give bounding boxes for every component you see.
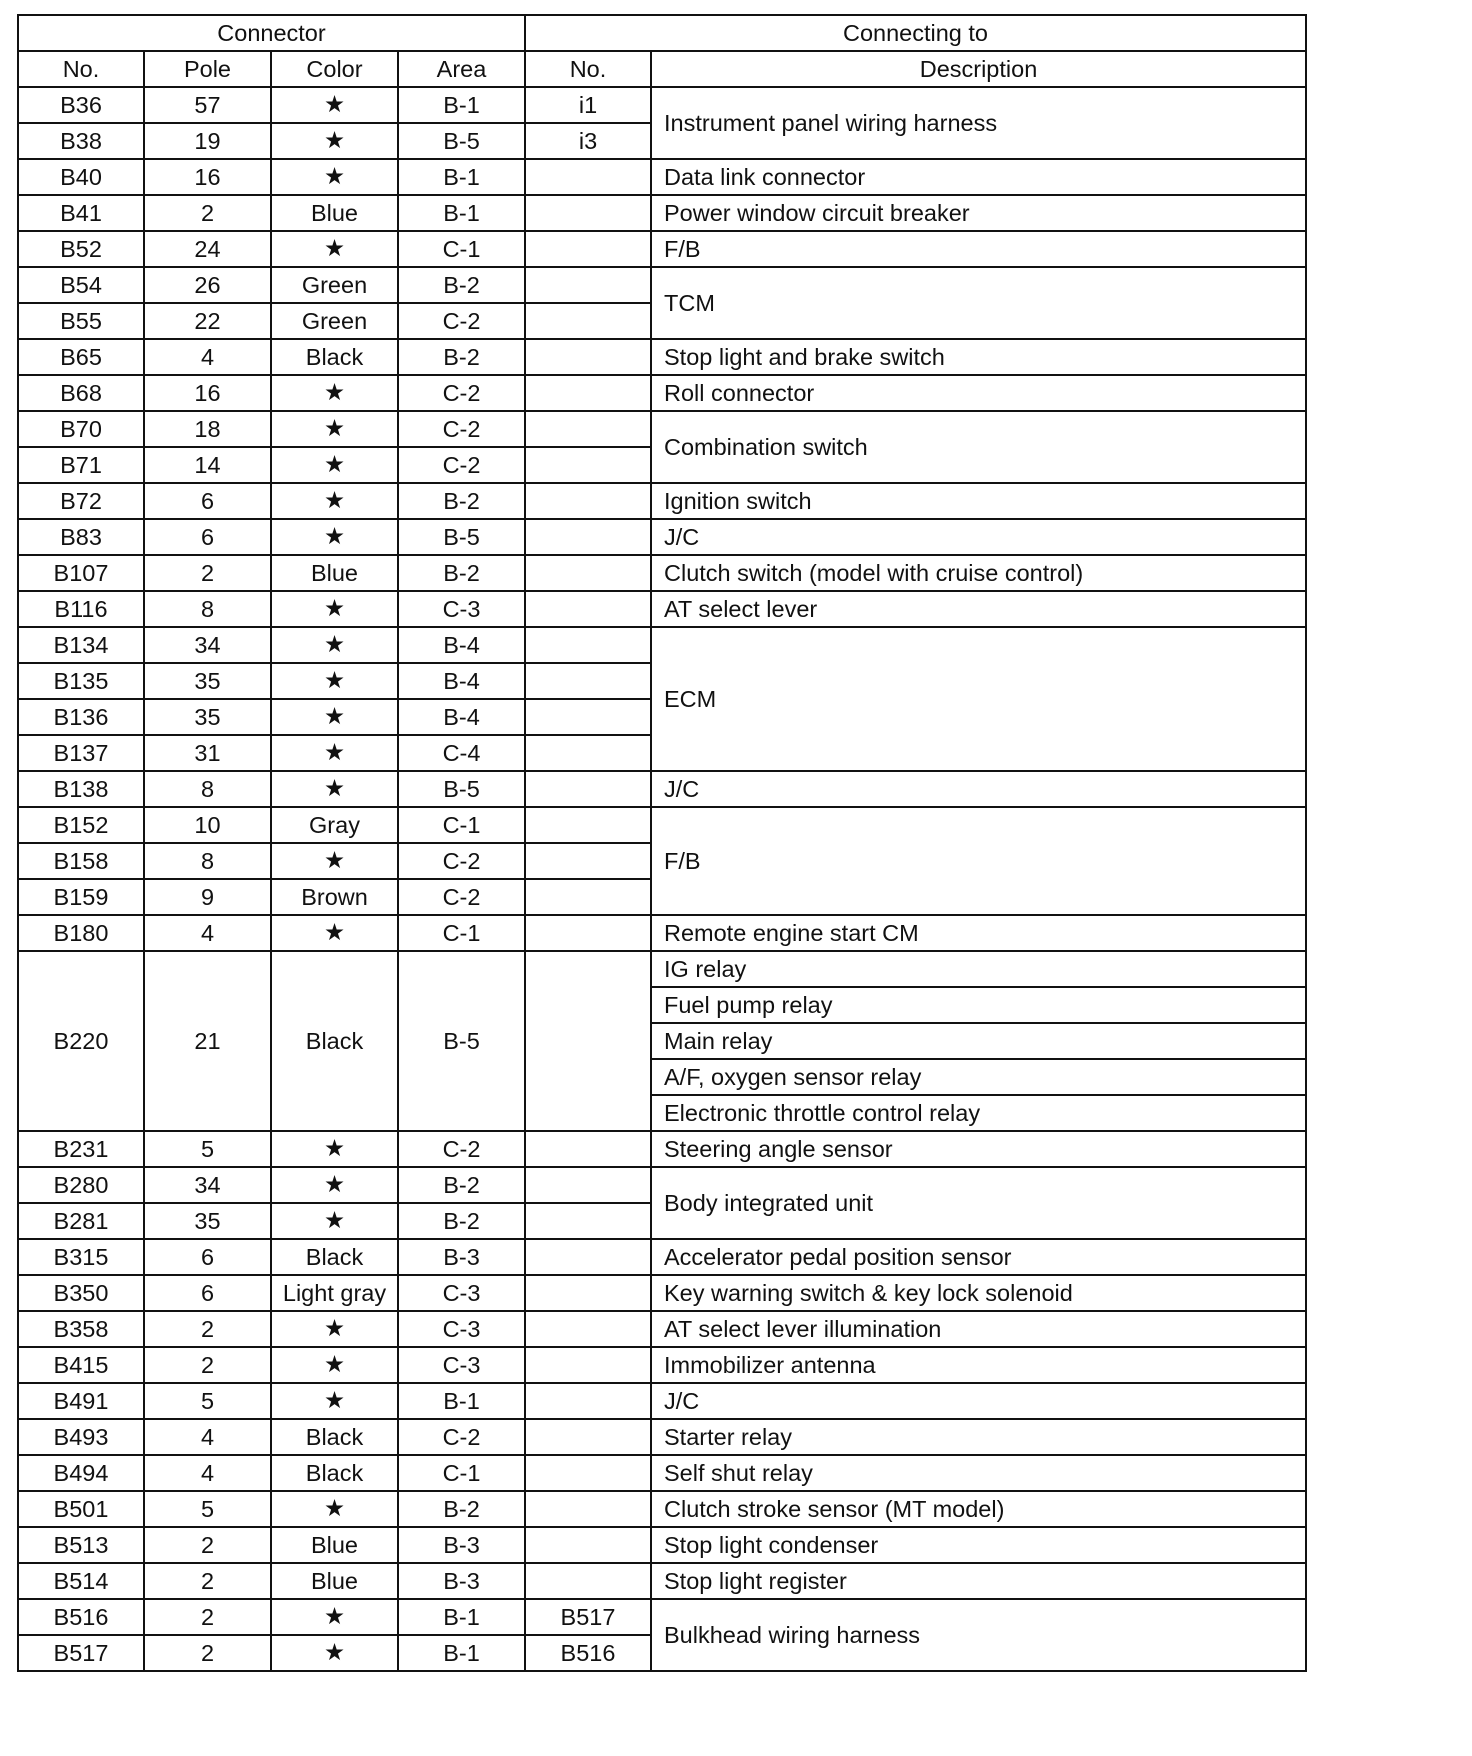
pole-cell: 8	[144, 771, 271, 807]
area-cell: B-4	[398, 699, 525, 735]
description-cell: Fuel pump relay	[651, 987, 1306, 1023]
connecting-no-cell	[525, 735, 651, 771]
color-cell: ★	[271, 735, 398, 771]
connector-no-cell: B136	[18, 699, 144, 735]
connecting-no-cell	[525, 1527, 651, 1563]
area-cell: C-2	[398, 879, 525, 915]
connecting-no-cell	[525, 447, 651, 483]
connector-no-cell: B415	[18, 1347, 144, 1383]
pole-cell: 19	[144, 123, 271, 159]
area-cell: C-2	[398, 1131, 525, 1167]
description-cell: Data link connector	[651, 159, 1306, 195]
pole-cell: 6	[144, 519, 271, 555]
area-cell: B-5	[398, 771, 525, 807]
table-row	[18, 1491, 1306, 1527]
table-row	[18, 483, 1306, 519]
color-cell: ★	[271, 1131, 398, 1167]
pole-cell: 4	[144, 1419, 271, 1455]
table-row	[18, 339, 1306, 375]
connector-no-cell: B516	[18, 1599, 144, 1635]
connecting-no-cell	[525, 1239, 651, 1275]
pole-cell: 10	[144, 807, 271, 843]
color-cell: ★	[271, 591, 398, 627]
pole-cell: 57	[144, 87, 271, 123]
area-cell: C-3	[398, 1275, 525, 1311]
color-cell: ★	[271, 627, 398, 663]
connector-no-cell: B70	[18, 411, 144, 447]
connector-no-cell: B152	[18, 807, 144, 843]
description-cell: Accelerator pedal position sensor	[651, 1239, 1306, 1275]
color-cell: Blue	[271, 195, 398, 231]
group-header-row	[18, 15, 1306, 51]
description-cell: Bulkhead wiring harness	[651, 1599, 1306, 1671]
color-cell: ★	[271, 915, 398, 951]
description-cell: ECM	[651, 627, 1306, 771]
area-cell: C-2	[398, 411, 525, 447]
pole-cell: 2	[144, 1347, 271, 1383]
connector-no-cell: B52	[18, 231, 144, 267]
area-cell: C-1	[398, 1455, 525, 1491]
pole-cell: 2	[144, 195, 271, 231]
table-row	[18, 1275, 1306, 1311]
table-row	[18, 951, 1306, 987]
area-cell: C-3	[398, 1347, 525, 1383]
color-cell: ★	[271, 87, 398, 123]
connecting-no-cell	[525, 591, 651, 627]
connector-no-cell: B493	[18, 1419, 144, 1455]
header-no: No.	[18, 51, 144, 87]
pole-cell: 26	[144, 267, 271, 303]
connector-no-cell: B517	[18, 1635, 144, 1671]
description-cell: Remote engine start CM	[651, 915, 1306, 951]
pole-cell: 2	[144, 1311, 271, 1347]
connector-no-cell: B315	[18, 1239, 144, 1275]
connector-no-cell: B65	[18, 339, 144, 375]
table-row	[18, 1527, 1306, 1563]
pole-cell: 31	[144, 735, 271, 771]
area-cell: B-5	[398, 951, 525, 1131]
connector-no-cell: B514	[18, 1563, 144, 1599]
color-cell: Blue	[271, 1527, 398, 1563]
table-row	[18, 1347, 1306, 1383]
connecting-no-cell	[525, 1203, 651, 1239]
description-cell: Electronic throttle control relay	[651, 1095, 1306, 1131]
connecting-no-cell	[525, 1383, 651, 1419]
color-cell: ★	[271, 699, 398, 735]
area-cell: B-5	[398, 123, 525, 159]
connecting-no-cell: i3	[525, 123, 651, 159]
connecting-no-cell	[525, 1275, 651, 1311]
connector-no-cell: B159	[18, 879, 144, 915]
table-row	[18, 591, 1306, 627]
connecting-no-cell	[525, 1455, 651, 1491]
pole-cell: 22	[144, 303, 271, 339]
description-cell: Ignition switch	[651, 483, 1306, 519]
color-cell: ★	[271, 1311, 398, 1347]
pole-cell: 21	[144, 951, 271, 1131]
color-cell: Black	[271, 1239, 398, 1275]
connector-no-cell: B38	[18, 123, 144, 159]
color-cell: Black	[271, 339, 398, 375]
color-cell: Light gray	[271, 1275, 398, 1311]
connector-no-cell: B280	[18, 1167, 144, 1203]
connecting-no-cell	[525, 555, 651, 591]
description-cell: J/C	[651, 1383, 1306, 1419]
table-row	[18, 915, 1306, 951]
pole-cell: 24	[144, 231, 271, 267]
color-cell: Green	[271, 267, 398, 303]
connecting-no-cell	[525, 627, 651, 663]
connector-no-cell: B83	[18, 519, 144, 555]
pole-cell: 9	[144, 879, 271, 915]
table-row	[18, 1383, 1306, 1419]
header-description: Description	[651, 51, 1306, 87]
pole-cell: 4	[144, 339, 271, 375]
header-connector: Connector	[18, 15, 525, 51]
connector-no-cell: B68	[18, 375, 144, 411]
connecting-no-cell	[525, 879, 651, 915]
area-cell: B-1	[398, 1635, 525, 1671]
area-cell: C-4	[398, 735, 525, 771]
table-row	[18, 267, 1306, 303]
connecting-no-cell	[525, 1347, 651, 1383]
connecting-no-cell	[525, 915, 651, 951]
description-cell: Steering angle sensor	[651, 1131, 1306, 1167]
color-cell: ★	[271, 411, 398, 447]
description-cell: Starter relay	[651, 1419, 1306, 1455]
description-cell: J/C	[651, 771, 1306, 807]
header-color: Color	[271, 51, 398, 87]
connector-table	[17, 14, 1307, 1672]
pole-cell: 35	[144, 663, 271, 699]
area-cell: B-3	[398, 1527, 525, 1563]
connector-no-cell: B116	[18, 591, 144, 627]
pole-cell: 34	[144, 1167, 271, 1203]
color-cell: ★	[271, 123, 398, 159]
color-cell: ★	[271, 1167, 398, 1203]
area-cell: B-1	[398, 159, 525, 195]
area-cell: C-2	[398, 843, 525, 879]
color-cell: Gray	[271, 807, 398, 843]
color-cell: Black	[271, 1419, 398, 1455]
table-row	[18, 1167, 1306, 1203]
description-cell: TCM	[651, 267, 1306, 339]
pole-cell: 8	[144, 591, 271, 627]
connecting-no-cell	[525, 339, 651, 375]
area-cell: B-1	[398, 195, 525, 231]
connector-no-cell: B281	[18, 1203, 144, 1239]
connecting-no-cell	[525, 771, 651, 807]
table-row	[18, 1239, 1306, 1275]
connecting-no-cell	[525, 1167, 651, 1203]
description-cell: F/B	[651, 807, 1306, 915]
area-cell: B-1	[398, 87, 525, 123]
connecting-no-cell	[525, 159, 651, 195]
area-cell: C-1	[398, 807, 525, 843]
area-cell: B-2	[398, 339, 525, 375]
pole-cell: 2	[144, 1527, 271, 1563]
pole-cell: 4	[144, 915, 271, 951]
connecting-no-cell	[525, 1491, 651, 1527]
pole-cell: 2	[144, 1635, 271, 1671]
pole-cell: 4	[144, 1455, 271, 1491]
table-row	[18, 159, 1306, 195]
table-row	[18, 375, 1306, 411]
connector-no-cell: B358	[18, 1311, 144, 1347]
area-cell: B-5	[398, 519, 525, 555]
description-cell: Combination switch	[651, 411, 1306, 483]
connector-no-cell: B231	[18, 1131, 144, 1167]
color-cell: Brown	[271, 879, 398, 915]
area-cell: C-3	[398, 591, 525, 627]
area-cell: C-3	[398, 1311, 525, 1347]
table-row	[18, 87, 1306, 123]
connecting-no-cell	[525, 807, 651, 843]
area-cell: B-4	[398, 663, 525, 699]
connector-no-cell: B55	[18, 303, 144, 339]
table-row	[18, 1131, 1306, 1167]
pole-cell: 6	[144, 1275, 271, 1311]
pole-cell: 6	[144, 1239, 271, 1275]
connecting-no-cell	[525, 267, 651, 303]
pole-cell: 16	[144, 159, 271, 195]
connecting-no-cell	[525, 699, 651, 735]
pole-cell: 2	[144, 1599, 271, 1635]
connector-no-cell: B180	[18, 915, 144, 951]
area-cell: B-2	[398, 1491, 525, 1527]
header-area: Area	[398, 51, 525, 87]
connecting-no-cell: B516	[525, 1635, 651, 1671]
connecting-no-cell	[525, 1419, 651, 1455]
area-cell: C-2	[398, 375, 525, 411]
connecting-no-cell	[525, 519, 651, 555]
area-cell: B-1	[398, 1599, 525, 1635]
pole-cell: 14	[144, 447, 271, 483]
connector-no-cell: B138	[18, 771, 144, 807]
table-row	[18, 195, 1306, 231]
area-cell: C-2	[398, 447, 525, 483]
color-cell: ★	[271, 1491, 398, 1527]
description-cell: Clutch switch (model with cruise control)	[651, 555, 1306, 591]
header-conn-no: No.	[525, 51, 651, 87]
description-cell: Roll connector	[651, 375, 1306, 411]
area-cell: C-2	[398, 303, 525, 339]
table-row	[18, 555, 1306, 591]
column-header-row	[18, 51, 1306, 87]
color-cell: ★	[271, 1383, 398, 1419]
pole-cell: 5	[144, 1383, 271, 1419]
description-cell: Key warning switch & key lock solenoid	[651, 1275, 1306, 1311]
area-cell: C-1	[398, 915, 525, 951]
color-cell: ★	[271, 1599, 398, 1635]
area-cell: B-3	[398, 1239, 525, 1275]
area-cell: B-4	[398, 627, 525, 663]
area-cell: B-3	[398, 1563, 525, 1599]
connecting-no-cell	[525, 231, 651, 267]
description-cell: Clutch stroke sensor (MT model)	[651, 1491, 1306, 1527]
color-cell: ★	[271, 483, 398, 519]
area-cell: B-2	[398, 267, 525, 303]
pole-cell: 5	[144, 1491, 271, 1527]
area-cell: B-2	[398, 483, 525, 519]
connector-no-cell: B501	[18, 1491, 144, 1527]
connecting-no-cell	[525, 195, 651, 231]
table-row	[18, 1599, 1306, 1635]
color-cell: Green	[271, 303, 398, 339]
table-row	[18, 519, 1306, 555]
color-cell: ★	[271, 843, 398, 879]
area-cell: B-2	[398, 1167, 525, 1203]
connecting-no-cell: i1	[525, 87, 651, 123]
description-cell: Stop light and brake switch	[651, 339, 1306, 375]
connector-no-cell: B137	[18, 735, 144, 771]
pole-cell: 6	[144, 483, 271, 519]
pole-cell: 35	[144, 1203, 271, 1239]
color-cell: ★	[271, 1203, 398, 1239]
pole-cell: 2	[144, 555, 271, 591]
table-row	[18, 771, 1306, 807]
connector-no-cell: B40	[18, 159, 144, 195]
area-cell: B-2	[398, 555, 525, 591]
connector-no-cell: B134	[18, 627, 144, 663]
connector-no-cell: B220	[18, 951, 144, 1131]
connecting-no-cell	[525, 375, 651, 411]
table-row	[18, 1311, 1306, 1347]
description-cell: Body integrated unit	[651, 1167, 1306, 1239]
color-cell: ★	[271, 663, 398, 699]
description-cell: AT select lever illumination	[651, 1311, 1306, 1347]
color-cell: ★	[271, 159, 398, 195]
color-cell: Blue	[271, 1563, 398, 1599]
color-cell: ★	[271, 519, 398, 555]
description-cell: Immobilizer antenna	[651, 1347, 1306, 1383]
connector-no-cell: B72	[18, 483, 144, 519]
color-cell: ★	[271, 1635, 398, 1671]
connecting-no-cell: B517	[525, 1599, 651, 1635]
table-row	[18, 807, 1306, 843]
table-row	[18, 231, 1306, 267]
color-cell: Black	[271, 1455, 398, 1491]
area-cell: B-2	[398, 1203, 525, 1239]
pole-cell: 34	[144, 627, 271, 663]
area-cell: C-2	[398, 1419, 525, 1455]
header-pole: Pole	[144, 51, 271, 87]
pole-cell: 8	[144, 843, 271, 879]
connector-no-cell: B350	[18, 1275, 144, 1311]
area-cell: B-1	[398, 1383, 525, 1419]
description-cell: A/F, oxygen sensor relay	[651, 1059, 1306, 1095]
pole-cell: 18	[144, 411, 271, 447]
description-cell: AT select lever	[651, 591, 1306, 627]
header-connecting-to: Connecting to	[525, 15, 1306, 51]
connector-no-cell: B71	[18, 447, 144, 483]
pole-cell: 5	[144, 1131, 271, 1167]
color-cell: ★	[271, 447, 398, 483]
description-cell: J/C	[651, 519, 1306, 555]
color-cell: Blue	[271, 555, 398, 591]
table-row	[18, 1419, 1306, 1455]
connector-no-cell: B491	[18, 1383, 144, 1419]
table-body	[18, 87, 1306, 1671]
description-cell: IG relay	[651, 951, 1306, 987]
connecting-no-cell	[525, 663, 651, 699]
connecting-no-cell	[525, 483, 651, 519]
connector-no-cell: B494	[18, 1455, 144, 1491]
color-cell: ★	[271, 1347, 398, 1383]
color-cell: ★	[271, 231, 398, 267]
connecting-no-cell	[525, 1131, 651, 1167]
description-cell: Instrument panel wiring harness	[651, 87, 1306, 159]
description-cell: Stop light register	[651, 1563, 1306, 1599]
connecting-no-cell	[525, 843, 651, 879]
connector-no-cell: B36	[18, 87, 144, 123]
description-cell: Main relay	[651, 1023, 1306, 1059]
description-cell: F/B	[651, 231, 1306, 267]
connector-no-cell: B513	[18, 1527, 144, 1563]
color-cell: Black	[271, 951, 398, 1131]
pole-cell: 16	[144, 375, 271, 411]
description-cell: Self shut relay	[651, 1455, 1306, 1491]
table-row	[18, 411, 1306, 447]
connecting-no-cell	[525, 951, 651, 1131]
pole-cell: 2	[144, 1563, 271, 1599]
description-cell: Power window circuit breaker	[651, 195, 1306, 231]
connecting-no-cell	[525, 1563, 651, 1599]
connector-no-cell: B107	[18, 555, 144, 591]
connecting-no-cell	[525, 303, 651, 339]
pole-cell: 35	[144, 699, 271, 735]
connecting-no-cell	[525, 1311, 651, 1347]
table-row	[18, 627, 1306, 663]
connector-no-cell: B54	[18, 267, 144, 303]
description-cell: Stop light condenser	[651, 1527, 1306, 1563]
connector-no-cell: B41	[18, 195, 144, 231]
color-cell: ★	[271, 375, 398, 411]
connector-no-cell: B158	[18, 843, 144, 879]
color-cell: ★	[271, 771, 398, 807]
table-row	[18, 1563, 1306, 1599]
table-row	[18, 1455, 1306, 1491]
connector-no-cell: B135	[18, 663, 144, 699]
area-cell: C-1	[398, 231, 525, 267]
connecting-no-cell	[525, 411, 651, 447]
